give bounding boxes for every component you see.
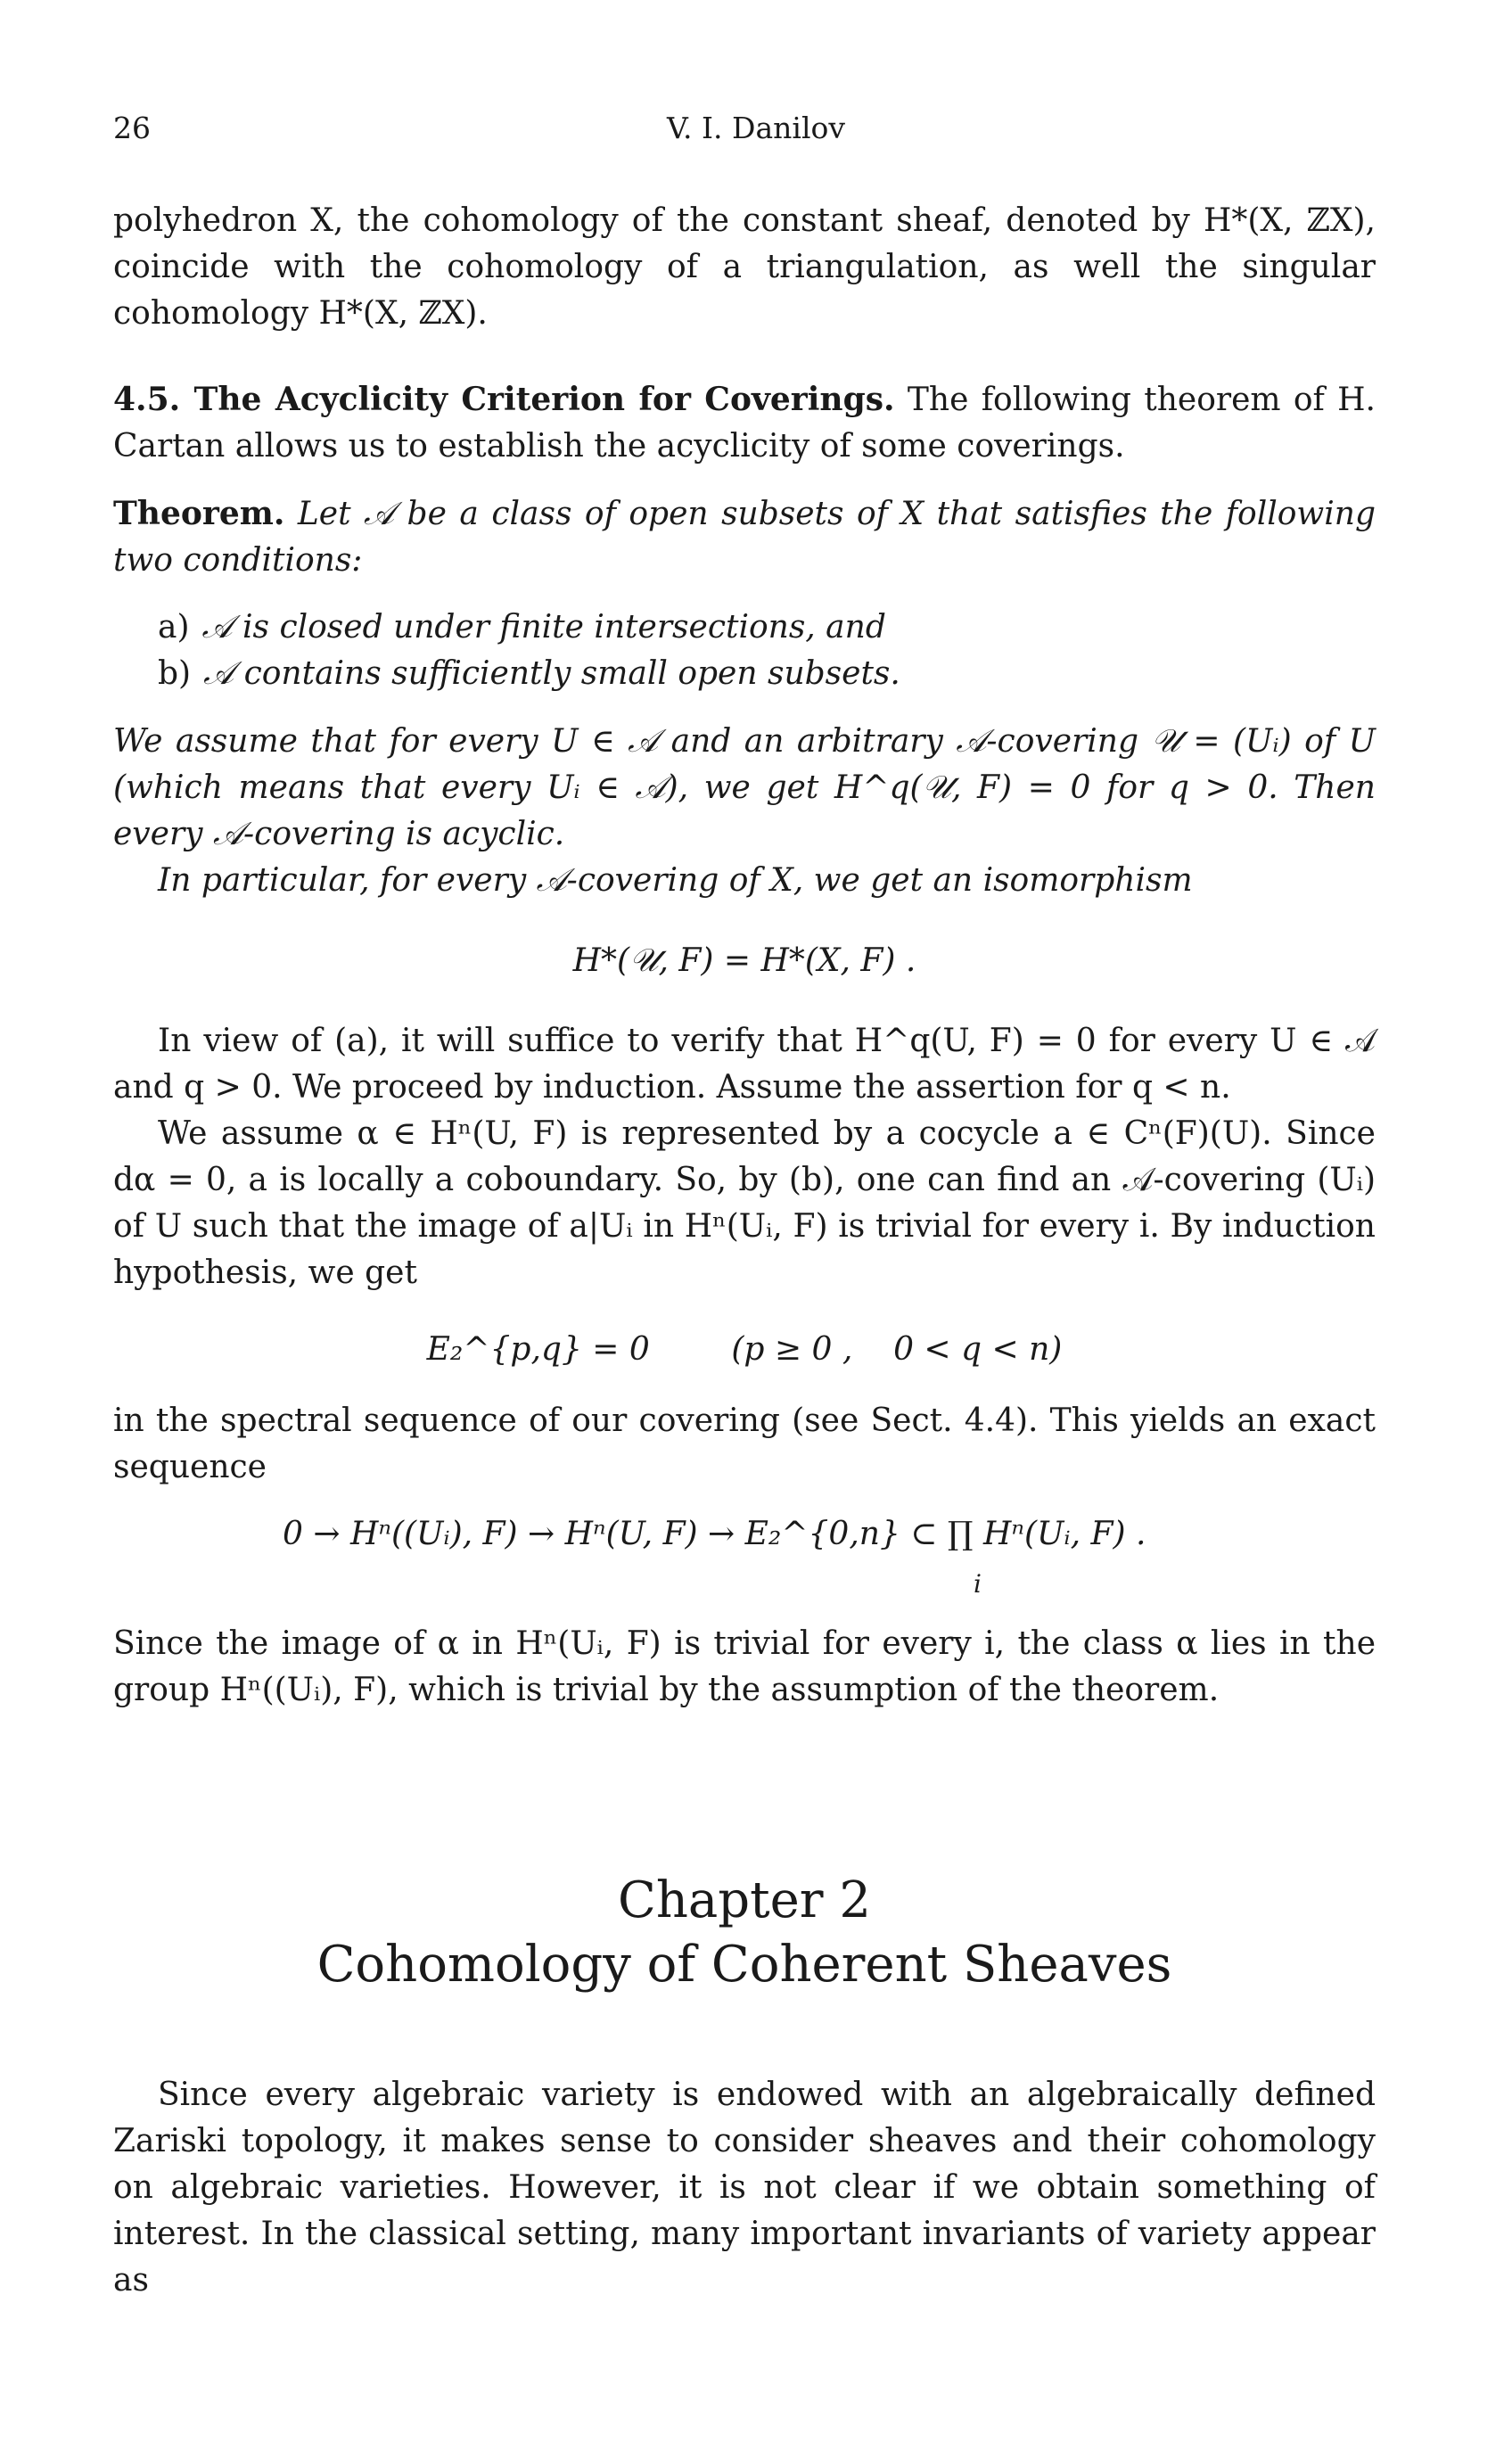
exact-sequence-formula: 0 → Hⁿ((Uᵢ), F) → Hⁿ(U, F) → E₂^{0,n} ⊂ ∏ Hⁿ(Uᵢ, F) .	[283, 1516, 1146, 1552]
condition-a-label: a)	[158, 609, 190, 646]
display-isomorphism: H*(𝒰, F) = H*(X, F) .	[572, 942, 916, 979]
theorem-statement	[113, 490, 1376, 584]
proof-paragraph-3: in the spectral sequence of our covering (see Sect. 4.4). This yields an exact sequence	[113, 1402, 1376, 1485]
chapter-intro-paragraph: Since every algebraic variety is endowed with an algebraically defined Zariski topology, it makes sense to consider sheaves and their cohomology on algebraic varieties. However, it is not clear if we obtain something of interest. In the classical setting, many important invariants of variety appear as	[113, 2077, 1376, 2299]
product-index: i	[974, 1569, 982, 1599]
theorem-condition-b	[158, 651, 900, 697]
section-intro: The following theorem of H. Cartan allows us to establish the acyclicity of some coverings.	[113, 382, 1376, 465]
paragraph-polyhedron: polyhedron X, the cohomology of the constant sheaf, denoted by H*(X, ℤX), coincide with the cohomology of a triangulation, as well the singular cohomology H*(X, ℤX).	[113, 202, 1376, 332]
condition-b-text: 𝒜 contains sufficiently small open subsets.	[203, 655, 900, 692]
condition-a-text: 𝒜 is closed under finite intersections, and	[201, 609, 886, 646]
proof-paragraph-4: Since the image of α in Hⁿ(Uᵢ, F) is trivial for every i, the class α lies in the group Hⁿ((Uᵢ), F), which is trivial by the assumption of the theorem.	[113, 1625, 1376, 1708]
chapter-number: Chapter 2	[618, 1871, 871, 1929]
section-4-5	[113, 376, 1376, 470]
theorem-assumption: We assume that for every U ∈ 𝒜 and an arbitrary 𝒜-covering 𝒰 = (Uᵢ) of U (which means that every Uᵢ ∈ 𝒜), we get H^q(𝒰, F) = 0 for q > 0. Then every 𝒜-covering is acyclic.	[113, 723, 1376, 852]
chapter-title: Cohomology of Coherent Sheaves	[316, 1936, 1172, 1994]
theorem-condition-a	[158, 604, 886, 651]
running-head	[113, 111, 1399, 146]
theorem-label: Theorem.	[113, 495, 285, 532]
theorem-particular: In particular, for every 𝒜-covering of X, we get an isomorphism	[158, 862, 1193, 899]
page-number: 26	[113, 111, 151, 145]
proof-paragraph-1: In view of (a), it will suffice to verify that H^q(U, F) = 0 for every U ∈ 𝒜 and q > 0. We proceed by induction. Assume the assertion for q < n.	[113, 1023, 1376, 1106]
display-spectral-vanishing: E₂^{p,q} = 0 (p ≥ 0 , 0 < q < n)	[426, 1331, 1063, 1368]
running-head-author: V. I. Danilov	[666, 111, 846, 145]
section-title: 4.5. The Acyclicity Criterion for Coverings.	[113, 381, 895, 418]
theorem-text: Let 𝒜 be a class of open subsets of X that satisfies the following two conditions:	[113, 496, 1376, 579]
proof-paragraph-2: We assume α ∈ Hⁿ(U, F) is represented by a cocycle a ∈ Cⁿ(F)(U). Since dα = 0, a is locally a coboundary. So, by (b), one can find an 𝒜-covering (Uᵢ) of U such that the image of a|Uᵢ in Hⁿ(Uᵢ, F) is trivial for every i. By induction hypothesis, we get	[113, 1115, 1376, 1291]
condition-b-label: b)	[158, 655, 192, 692]
